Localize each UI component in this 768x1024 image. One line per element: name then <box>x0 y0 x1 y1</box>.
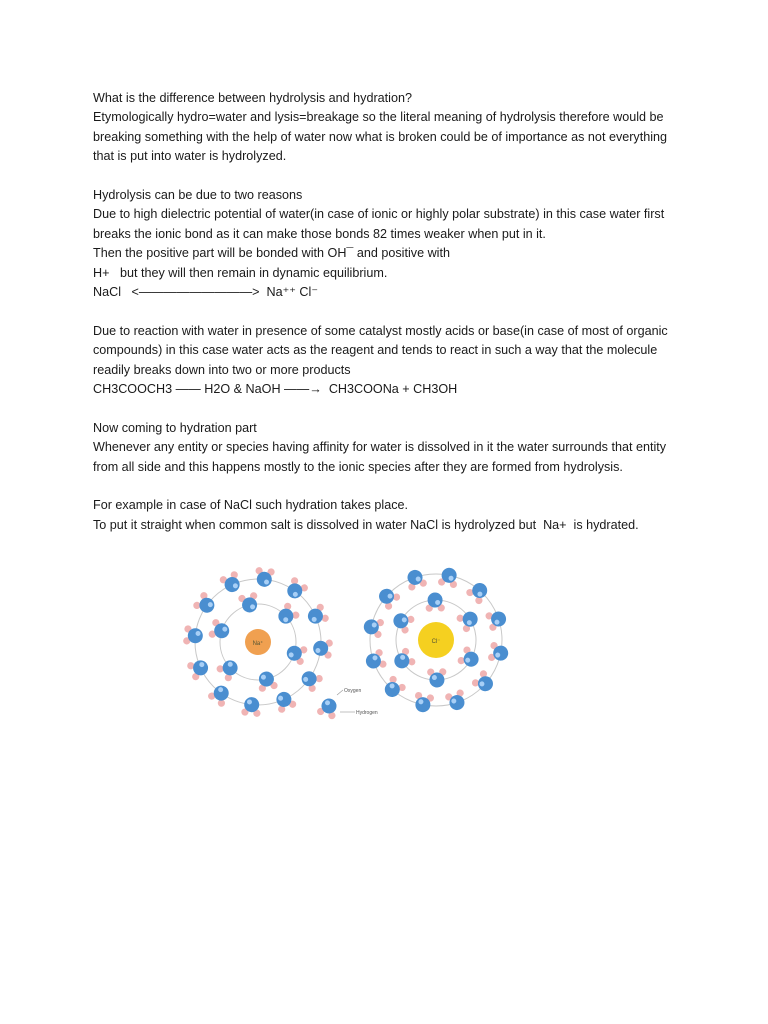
text-line: To put it straight when common salt is dissolved in water NaCl is hydrolyzed but Na+ is hydrated. <box>93 517 639 532</box>
water-molecule <box>255 670 278 693</box>
text-line: Whenever any entity or species having affinity for water is dissolved in it the water surrounds that entity <box>93 440 667 455</box>
water-molecule <box>305 603 330 628</box>
water-molecule <box>316 696 341 721</box>
sodium-ion-hydration-shell <box>195 579 321 705</box>
legend-oxygen-label: Oxygen <box>344 688 362 694</box>
text-line: CH3COOCH3 —— H2O & NaOH ——→ CH3COONa + CH3OH <box>93 382 458 397</box>
water-molecule <box>297 667 324 694</box>
text-line: Then the positive part will be bonded with OH¯ and positive with <box>93 246 450 261</box>
paragraph-gap <box>93 167 683 186</box>
paragraph-gap <box>93 399 683 418</box>
oxygen-atom <box>299 668 320 689</box>
water-molecule <box>390 647 416 673</box>
water-molecule <box>390 609 416 635</box>
oxygen-atom <box>220 657 241 678</box>
water-molecule <box>485 608 509 632</box>
water-molecule <box>219 570 244 595</box>
oxygen-atom <box>211 683 232 704</box>
water-molecule <box>186 656 211 681</box>
water-molecule <box>425 592 445 612</box>
text-line: from all side and this happens mostly to the ionic species after they are formed from hydrolysis. <box>93 459 623 474</box>
hydration-figure <box>180 560 520 730</box>
water-molecule <box>215 656 242 683</box>
water-molecule <box>455 607 481 633</box>
text-line: readily breaks down into two or more products <box>93 362 351 377</box>
text-line: Now coming to hydration part <box>93 420 257 435</box>
water-molecule <box>312 638 333 659</box>
text-line: H+ but they will then remain in dynamic equilibrium. <box>93 265 388 280</box>
text-line: What is the difference between hydrolysis and hydration? <box>93 91 412 105</box>
sodium-ion-label: Na⁺ <box>252 641 264 647</box>
water-molecule <box>254 567 275 588</box>
oxygen-atom <box>460 609 481 630</box>
text-line: compounds) in this case water acts as the reagent and tends to react in such a way that the molecule <box>93 343 658 358</box>
water-molecule <box>274 601 301 628</box>
hydration-diagram <box>180 560 520 730</box>
water-molecule <box>241 696 262 717</box>
text-line: For example in case of NaCl such hydration takes place. <box>93 498 408 513</box>
text-line: Hydrolysis can be due to two reasons <box>93 188 303 203</box>
water-molecule <box>238 592 261 615</box>
text-line: breaking something with the help of water now what is broken could be of importance as not everything <box>93 129 668 144</box>
oxygen-atom <box>284 580 305 601</box>
legend <box>337 688 378 716</box>
water-molecule <box>444 689 468 713</box>
water-molecule <box>272 689 297 714</box>
water-molecule <box>283 576 310 603</box>
paragraph-gap <box>93 477 683 496</box>
water-molecule <box>183 625 204 646</box>
legend-oxygen-leader <box>337 690 343 695</box>
water-molecule <box>363 648 387 672</box>
text-line: breaks the ionic bond as it can make those bonds 82 times weaker when put in it. <box>93 226 546 241</box>
oxygen-atom <box>275 606 296 627</box>
oxygen-atom <box>392 651 413 672</box>
text-line: Etymologically hydro=water and lysis=breakage so the literal meaning of hydrolysis therefore would be <box>93 110 664 125</box>
water-molecule <box>456 645 482 671</box>
water-molecule <box>427 668 447 688</box>
text-line: Due to high dielectric potential of water(in case of ionic or highly polar substrate) in this case water first <box>93 207 665 222</box>
text-line: Due to reaction with water in presence of some catalyst mostly acids or base(in case of most of organic <box>93 323 668 338</box>
oxygen-atom <box>196 595 217 616</box>
water-molecule <box>404 567 428 591</box>
text-line: NaCl <—————————> Na⁺⁺ Cl⁻ <box>93 285 318 300</box>
water-molecule <box>207 681 234 708</box>
paragraph-gap <box>93 302 683 321</box>
chloride-ion-label: Cl⁻ <box>431 639 441 645</box>
text-line: that is put into water is hydrolyzed. <box>93 149 287 164</box>
water-molecules <box>183 566 510 720</box>
document-text <box>93 89 683 535</box>
legend-hydrogen-label: Hydrogen <box>356 710 378 716</box>
water-molecule <box>192 591 219 618</box>
